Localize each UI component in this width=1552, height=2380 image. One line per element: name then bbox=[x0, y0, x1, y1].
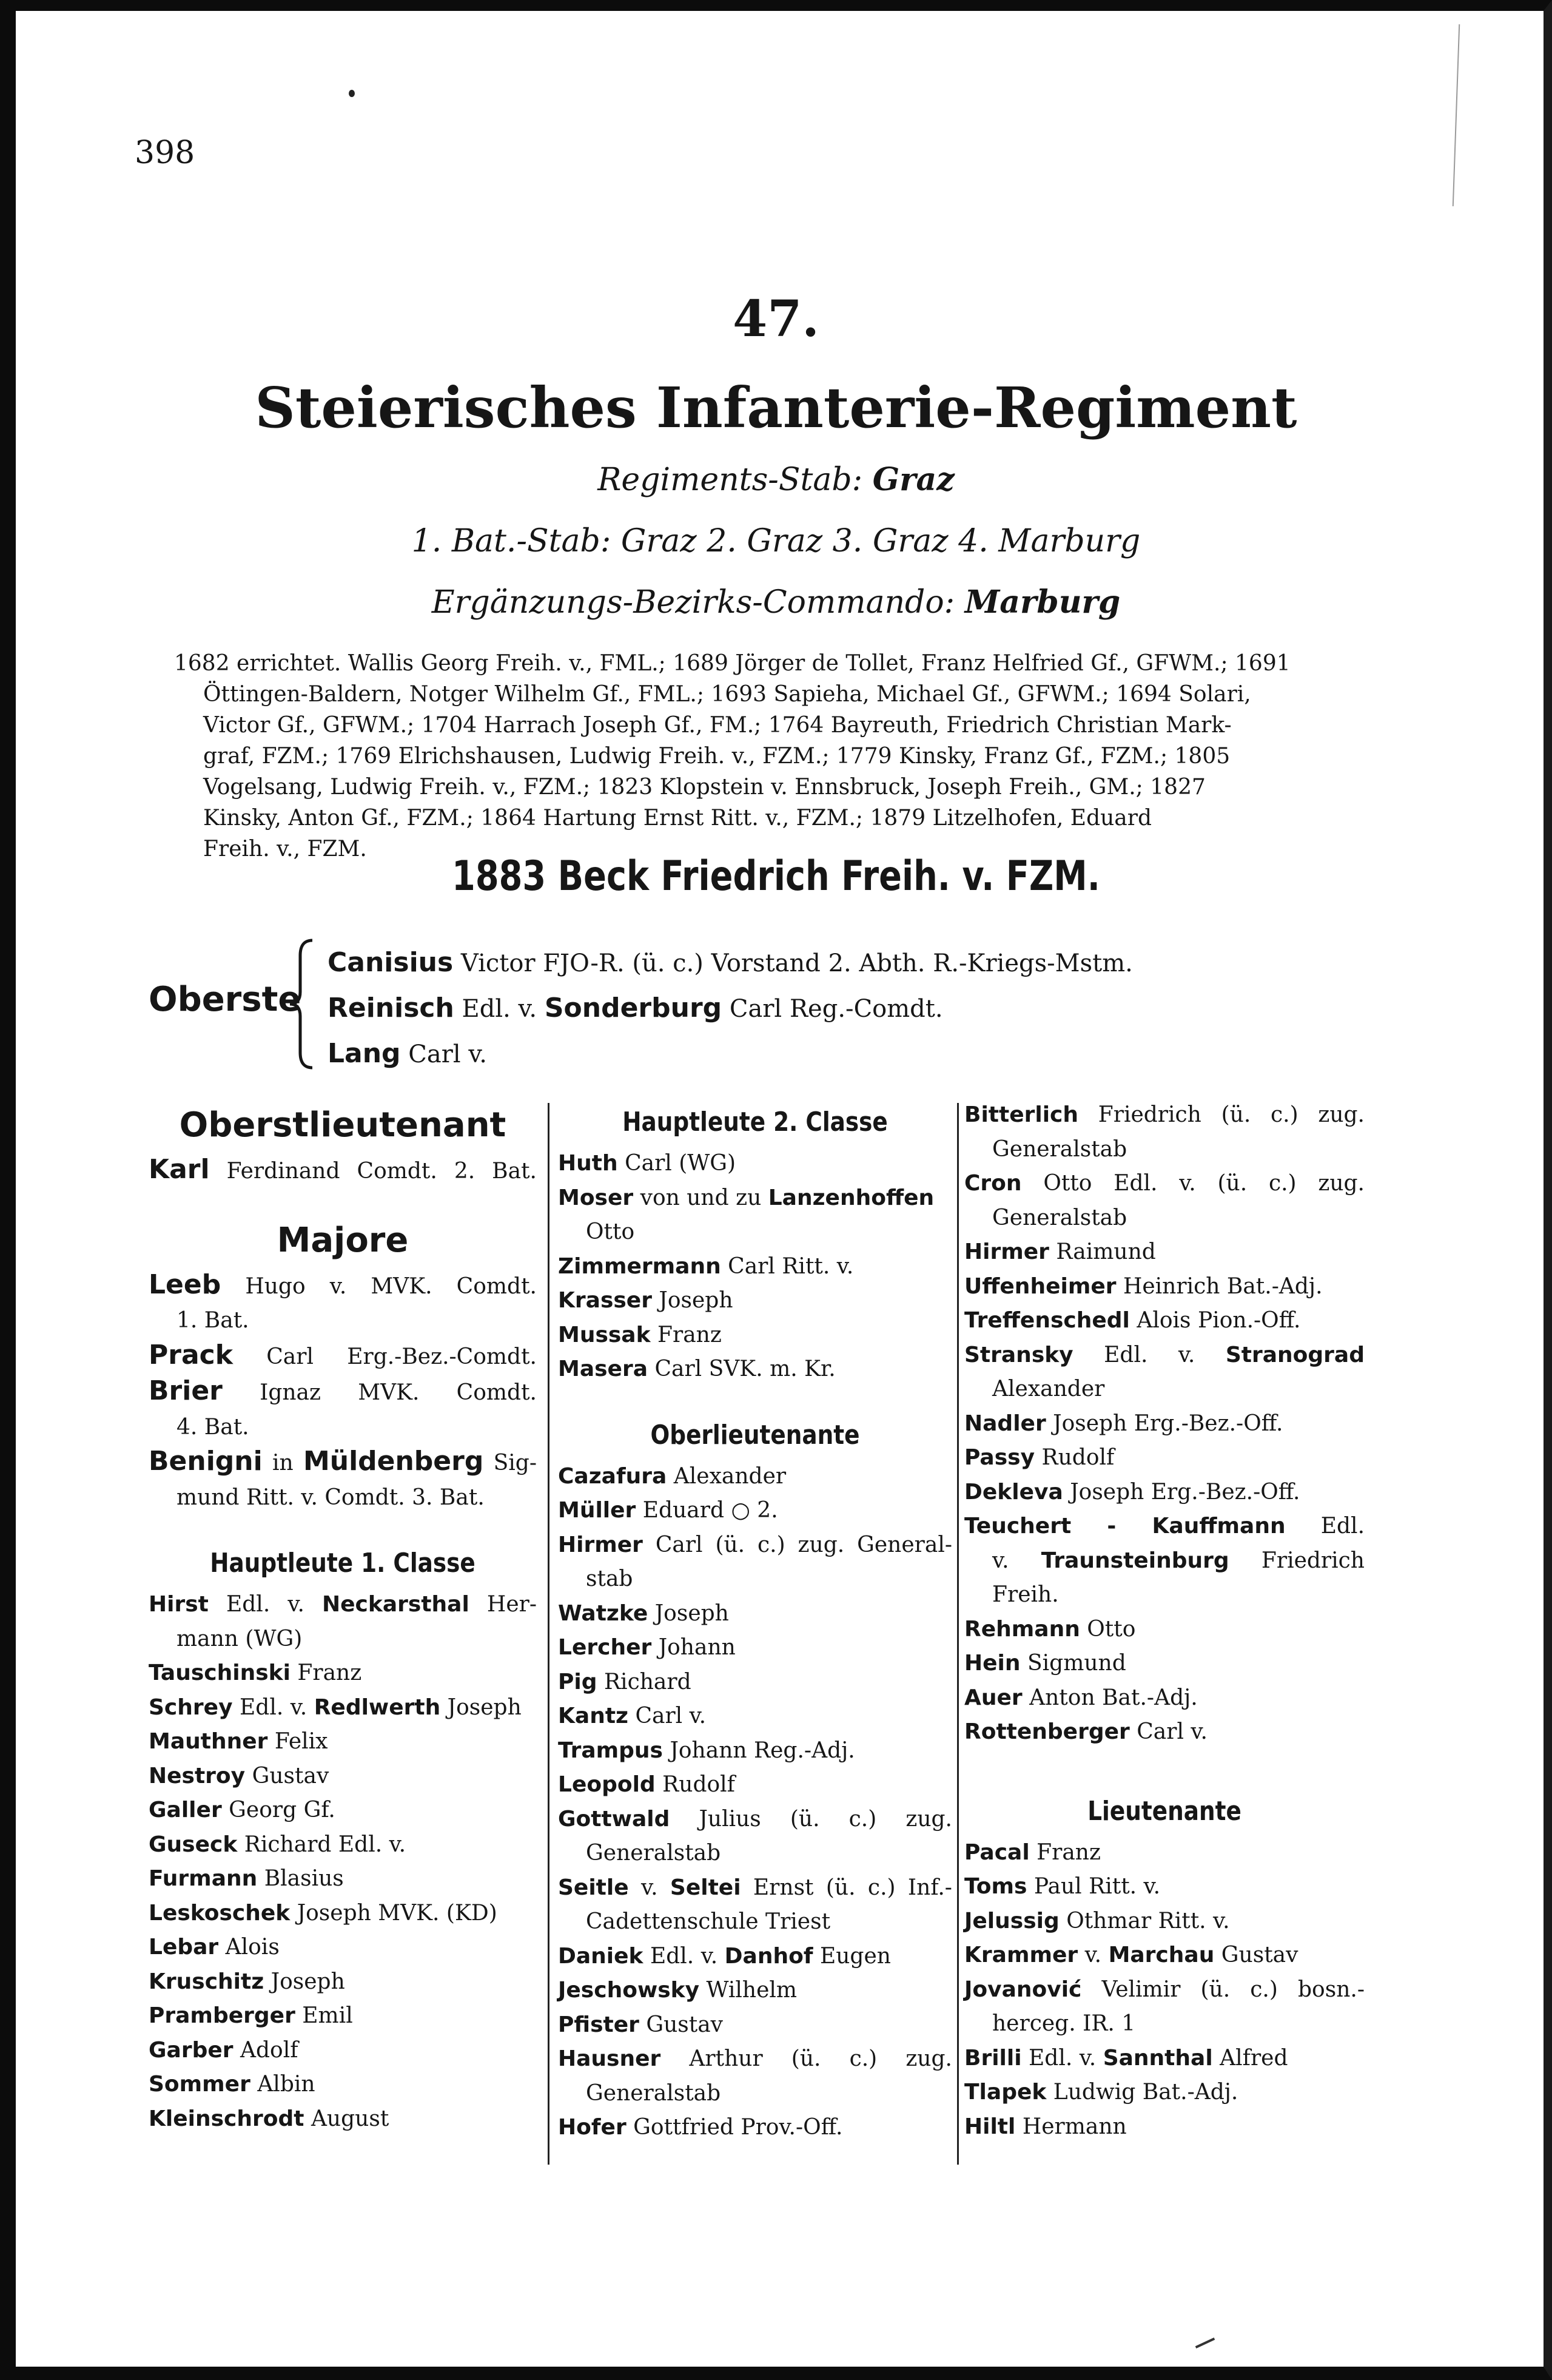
list-item-cont: Generalstab bbox=[992, 1136, 1127, 1162]
list-item: Furmann Blasius bbox=[149, 1866, 344, 1891]
list-item: Stransky Edl. v. Stranograd bbox=[964, 1342, 1365, 1367]
list-item: Prack Carl Erg.-Bez.-Comdt. bbox=[149, 1339, 537, 1370]
list-item: Hofer Gottfried Prov.-Off. bbox=[558, 2115, 843, 2140]
section-title-oberstlieutenant: Oberstlieutenant bbox=[179, 1105, 506, 1145]
list-item: Zimmermann Carl Ritt. v. bbox=[558, 1253, 854, 1279]
list-item: Jelussig Othmar Ritt. v. bbox=[964, 1908, 1230, 1933]
list-item: Gottwald Julius (ü. c.) zug. bbox=[558, 1806, 952, 1832]
regiment-stab-label: Regiments-Stab: bbox=[597, 462, 863, 498]
list-item: Jeschowsky Wilhelm bbox=[558, 1978, 798, 2003]
list-item: Masera Carl SVK. m. Kr. bbox=[558, 1357, 836, 1381]
list-item: Brier Ignaz MVK. Comdt. bbox=[149, 1375, 537, 1406]
list-item: Leeb Hugo v. MVK. Comdt. bbox=[149, 1269, 537, 1300]
list-item: Lang Carl v. bbox=[328, 1038, 487, 1069]
list-item: Krasser Joseph bbox=[558, 1288, 733, 1313]
list-item: Hausner Arthur (ü. c.) zug. bbox=[558, 2046, 952, 2071]
list-item: Galler Georg Gf. bbox=[149, 1798, 335, 1822]
regiment-history bbox=[174, 648, 1355, 865]
regiment-number: 47. bbox=[733, 290, 819, 348]
list-item: Pramberger Emil bbox=[149, 2003, 353, 2028]
list-item: Nadler Joseph Erg.-Bez.-Off. bbox=[964, 1411, 1283, 1436]
ergaenzung-line bbox=[0, 584, 1552, 621]
list-item: Müller Eduard ○ 2. bbox=[558, 1498, 778, 1523]
history-line: graf, FZM.; 1769 Elrichshausen, Ludwig Freih. v., FZM.; 1779 Kinsky, Franz Gf., FZM.; 1805 bbox=[203, 744, 1231, 769]
column-1 bbox=[149, 1098, 537, 2136]
history-line: Victor Gf., GFWM.; 1704 Harrach Joseph Gf., FM.; 1764 Bayreuth, Friedrich Christian Mark- bbox=[203, 713, 1232, 738]
history-line: Öttingen-Baldern, Notger Wilhelm Gf., FML.; 1693 Sapieha, Michael Gf., GFWM.; 1694 Solari, bbox=[203, 682, 1251, 707]
list-item: Pig Richard bbox=[558, 1669, 691, 1694]
history-line: Vogelsang, Ludwig Freih. v., FZM.; 1823 Klopstein v. Ennsbruck, Joseph Freih., GM.; 1827 bbox=[203, 775, 1206, 800]
section-title-hauptleute-1: Hauptleute 1. Classe bbox=[210, 1548, 475, 1579]
list-item: Jovanović Velimir (ü. c.) bosn.- bbox=[964, 1977, 1365, 2002]
list-item-cont: Freih. bbox=[992, 1582, 1059, 1607]
list-item: Hirmer Raimund bbox=[964, 1239, 1156, 1264]
list-item: Schrey Edl. v. Redlwerth Joseph bbox=[149, 1694, 522, 1720]
list-item: Hiltl Hermann bbox=[964, 2114, 1127, 2139]
list-item: Leopold Rudolf bbox=[558, 1772, 736, 1797]
column-3 bbox=[964, 1098, 1365, 2144]
list-item: Moser von und zu Lanzenhoffen bbox=[558, 1185, 935, 1210]
list-item: Bitterlich Friedrich (ü. c.) zug. bbox=[964, 1102, 1365, 1127]
history-line: Freih. v., FZM. bbox=[203, 837, 367, 861]
list-item: Cron Otto Edl. v. (ü. c.) zug. bbox=[964, 1171, 1365, 1196]
list-item: Hirst Edl. v. Neckarsthal Her- bbox=[149, 1592, 537, 1617]
decoration-circle-icon: ○ 2. bbox=[731, 1498, 778, 1523]
regiment-commander: 1883 Beck Friedrich Freih. v. FZM. bbox=[452, 852, 1100, 900]
oberste-list bbox=[328, 940, 1133, 1077]
column-divider bbox=[548, 1103, 549, 2165]
list-item-cont: Alexander bbox=[992, 1377, 1105, 1401]
list-item: Garber Adolf bbox=[149, 2037, 298, 2063]
list-item: Dekleva Joseph Erg.-Bez.-Off. bbox=[964, 1479, 1300, 1505]
list-item-cont: 4. Bat. bbox=[176, 1414, 249, 1440]
list-item: Tauschinski Franz bbox=[149, 1660, 362, 1685]
regiment-title: Steierisches Infanterie-Regiment bbox=[255, 375, 1297, 440]
column-divider bbox=[957, 1103, 959, 2165]
list-item: Passy Rudolf bbox=[964, 1445, 1115, 1470]
list-item: Hirmer Carl (ü. c.) zug. General- bbox=[558, 1532, 952, 1557]
list-item-cont: Generalstab bbox=[586, 1841, 721, 1866]
list-item: Pacal Franz bbox=[964, 1839, 1101, 1865]
list-item: Huth Carl (WG) bbox=[558, 1151, 736, 1176]
list-item: Reinisch Edl. v. Sonderburg Carl Reg.-Comdt. bbox=[328, 993, 943, 1023]
list-item-cont: mann (WG) bbox=[176, 1626, 303, 1651]
list-item: Kruschitz Joseph bbox=[149, 1969, 345, 1994]
list-item-cont: Otto bbox=[586, 1219, 635, 1244]
list-item-cont: Generalstab bbox=[992, 1205, 1127, 1230]
list-item: Tlapek Ludwig Bat.-Adj. bbox=[964, 2080, 1238, 2105]
list-item: Rehmann Otto bbox=[964, 1616, 1136, 1642]
list-item: Canisius Victor FJO-R. (ü. c.) Vorstand 2. Abth. R.-Kriegs-Mstm. bbox=[328, 947, 1133, 978]
list-item-cont: mund Ritt. v. Comdt. 3. Bat. bbox=[176, 1485, 485, 1510]
oberste-label: Oberste bbox=[149, 980, 301, 1019]
history-line: 1682 errichtet. Wallis Georg Freih. v., FML.; 1689 Jörger de Tollet, Franz Helfried Gf., GFWM.; 1691 bbox=[174, 651, 1291, 676]
list-item: Benigni in Müldenberg Sig- bbox=[149, 1446, 537, 1477]
list-item: Nestroy Gustav bbox=[149, 1763, 329, 1788]
list-item: Rottenberger Carl v. bbox=[964, 1719, 1208, 1744]
list-item: Trampus Johann Reg.-Adj. bbox=[558, 1738, 855, 1763]
list-item: Uffenheimer Heinrich Bat.-Adj. bbox=[964, 1273, 1323, 1299]
list-item: Guseck Richard Edl. v. bbox=[149, 1832, 406, 1857]
section-title-lieutenante: Lieutenante bbox=[1087, 1795, 1241, 1827]
list-item-cont: stab bbox=[586, 1566, 633, 1591]
list-item: Kleinschrodt August bbox=[149, 2106, 389, 2131]
regiment-stab-line bbox=[0, 461, 1552, 498]
list-item: Mauthner Felix bbox=[149, 1729, 328, 1754]
section-title-majore: Majore bbox=[277, 1220, 409, 1260]
ergaenzung-label: Ergänzungs-Bezirks-Commando: bbox=[431, 584, 955, 621]
list-item: Seitle v. Seltei Ernst (ü. c.) Inf.- bbox=[558, 1875, 952, 1900]
curly-brace-icon bbox=[285, 937, 321, 1071]
list-item-cont: Cadettenschule Triest bbox=[586, 1909, 831, 1934]
list-item-cont: Generalstab bbox=[586, 2080, 721, 2106]
history-line: Kinsky, Anton Gf., FZM.; 1864 Hartung Ernst Ritt. v., FZM.; 1879 Litzelhofen, Eduard bbox=[203, 806, 1152, 831]
list-item: Krammer v. Marchau Gustav bbox=[964, 1943, 1298, 1967]
list-item: Hein Sigmund bbox=[964, 1651, 1126, 1676]
list-item: Mussak Franz bbox=[558, 1322, 722, 1347]
list-item: Teuchert - Kauffmann Edl. bbox=[964, 1514, 1365, 1539]
list-item: Brilli Edl. v. Sannthal Alfred bbox=[964, 2045, 1288, 2071]
list-item: Kantz Carl v. bbox=[558, 1704, 707, 1728]
page-number: 398 bbox=[135, 135, 195, 171]
list-item-cont: v. Traunsteinburg Friedrich bbox=[992, 1548, 1365, 1573]
list-item: Sommer Albin bbox=[149, 2072, 315, 2097]
list-item: Watzke Joseph bbox=[558, 1600, 729, 1626]
list-item: Daniek Edl. v. Danhof Eugen bbox=[558, 1943, 891, 1969]
regiment-stab-place: Graz bbox=[872, 461, 955, 498]
list-item: Pfister Gustav bbox=[558, 2012, 724, 2037]
list-item: Auer Anton Bat.-Adj. bbox=[964, 1685, 1198, 1710]
column-2 bbox=[558, 1098, 952, 2145]
section-title-oberlieutenante: Oberlieutenante bbox=[650, 1419, 860, 1451]
section-title-hauptleute-2: Hauptleute 2. Classe bbox=[622, 1107, 888, 1138]
list-item-cont: herceg. IR. 1 bbox=[992, 2011, 1136, 2036]
list-item: Cazafura Alexander bbox=[558, 1463, 787, 1489]
battalion-stab-line: 1. Bat.-Stab: Graz 2. Graz 3. Graz 4. Marburg bbox=[411, 523, 1141, 559]
ergaenzung-place: Marburg bbox=[964, 584, 1121, 621]
list-item: Lebar Alois bbox=[149, 1935, 280, 1960]
list-item: Lercher Johann bbox=[558, 1635, 736, 1660]
list-item: Treffenschedl Alois Pion.-Off. bbox=[964, 1308, 1301, 1333]
list-item-cont: 1. Bat. bbox=[176, 1308, 249, 1333]
ink-dot bbox=[349, 90, 355, 97]
list-item: Toms Paul Ritt. v. bbox=[964, 1874, 1161, 1899]
list-item: Leskoschek Joseph MVK. (KD) bbox=[149, 1900, 497, 1926]
list-item: Karl Ferdinand Comdt. 2. Bat. bbox=[149, 1154, 537, 1185]
